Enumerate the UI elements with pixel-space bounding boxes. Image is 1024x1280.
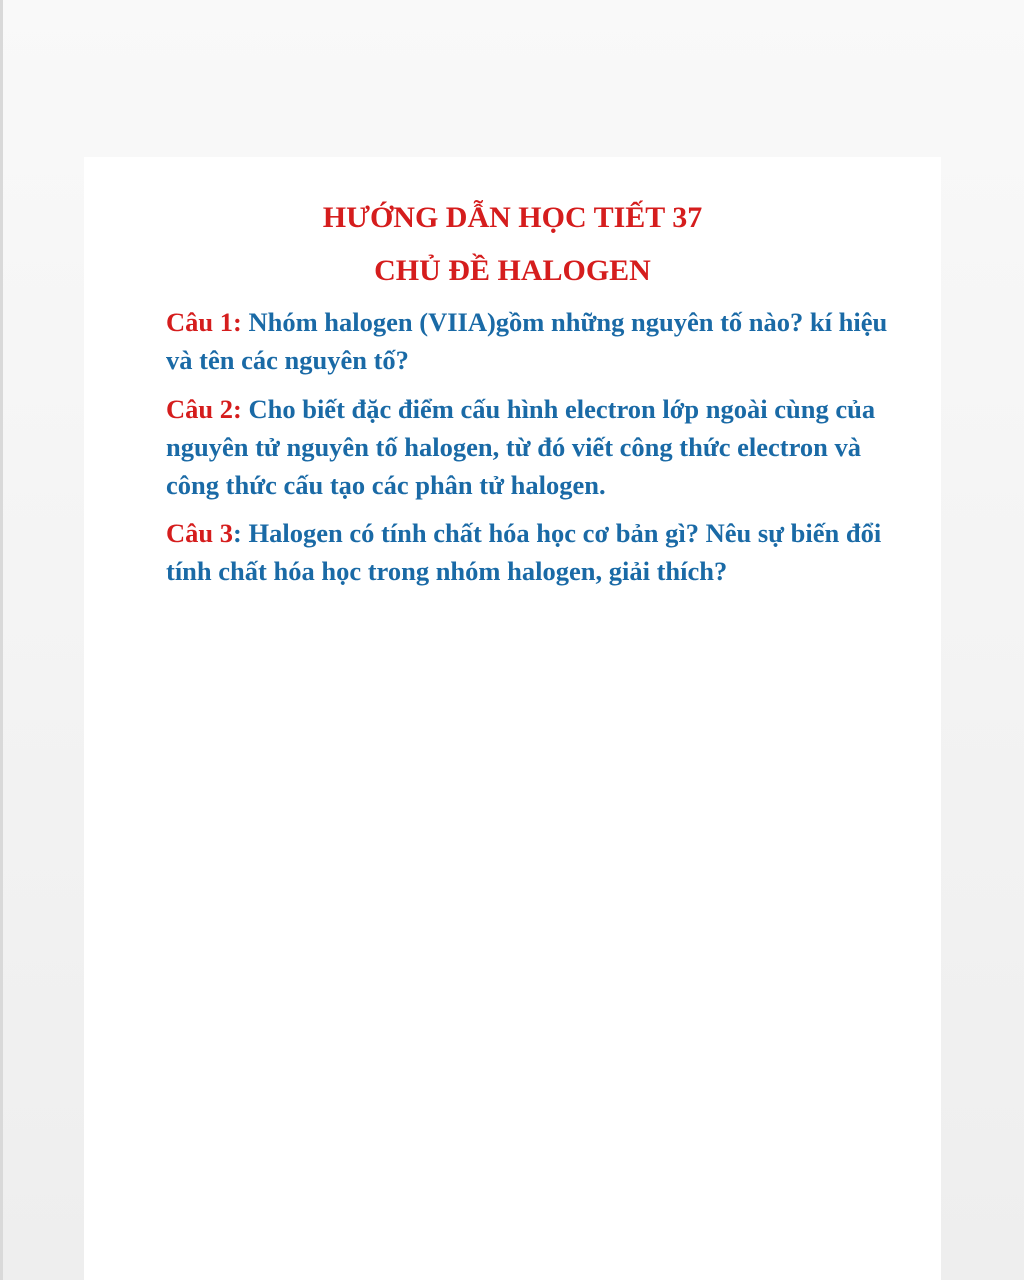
document-title: HƯỚNG DẪN HỌC TIẾT 37 bbox=[322, 201, 703, 234]
question-3 bbox=[166, 514, 906, 590]
question-2-label: Câu 2: bbox=[166, 394, 242, 424]
document-page bbox=[84, 157, 941, 1280]
question-2 bbox=[166, 390, 906, 504]
question-1-label: Câu 1: bbox=[166, 307, 242, 337]
question-2-text: Cho biết đặc điểm cấu hình electron lớp ngoài cùng của nguyên tử nguyên tố halogen, từ đó viết công thức electron và công thức cấu tạo các phân tử halogen. bbox=[166, 394, 876, 500]
question-3-label: Câu 3 bbox=[166, 518, 234, 548]
document-subtitle: CHỦ ĐỀ HALOGEN bbox=[374, 254, 651, 287]
question-3-text: : Halogen có tính chất hóa học cơ bản gì? Nêu sự biến đổi tính chất hóa học trong nhóm halogen, giải thích? bbox=[166, 518, 882, 586]
question-1-text: Nhóm halogen (VIIA)gồm những nguyên tố nào? kí hiệu và tên các nguyên tố? bbox=[166, 307, 888, 375]
question-1 bbox=[166, 303, 906, 379]
viewer-left-edge bbox=[0, 0, 3, 1280]
